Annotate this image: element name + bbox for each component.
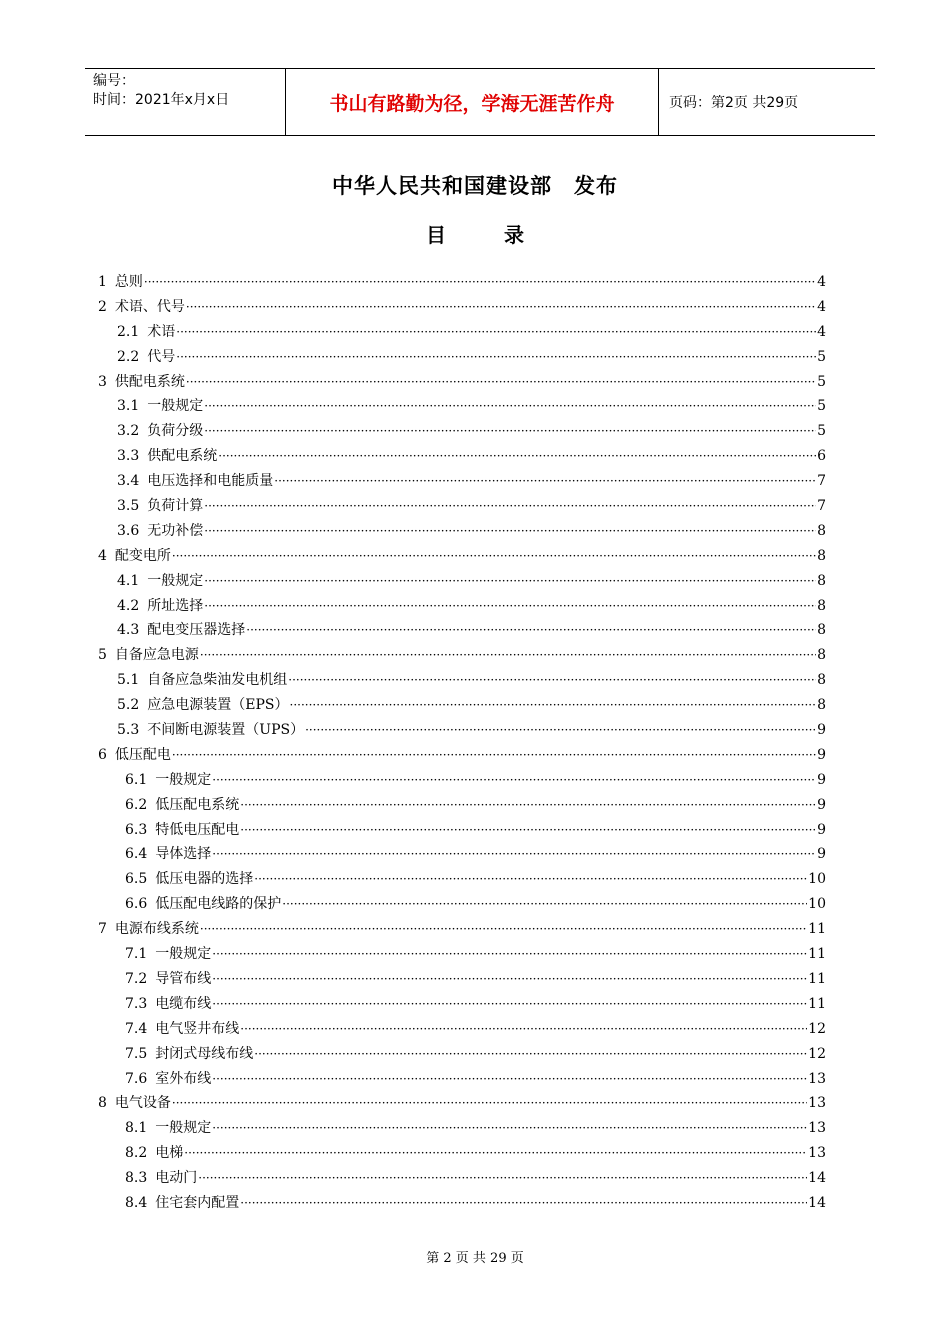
toc-entry[interactable]: [98, 570, 826, 595]
toc-entry-page: 10: [808, 871, 826, 888]
toc-entry-number: 4.2: [117, 597, 140, 614]
toc-leader-dots: [172, 748, 816, 762]
toc-entry[interactable]: [98, 371, 826, 396]
toc-entry-page: 11: [808, 970, 826, 987]
toc-entry-page: 8: [817, 647, 826, 664]
toc-entry-title: 配变电所: [114, 547, 171, 564]
toc-entry[interactable]: [98, 644, 826, 669]
toc-entry-number: 7.3: [125, 995, 148, 1012]
toc-entry-title: 导管布线: [155, 970, 212, 987]
toc-entry-page: 12: [808, 1045, 826, 1062]
toc-entry-number: 5.2: [117, 697, 140, 714]
toc-entry-page: 13: [808, 1070, 826, 1087]
toc-entry[interactable]: [98, 271, 826, 296]
toc-entry[interactable]: [98, 470, 826, 495]
toc-entry[interactable]: [98, 495, 826, 520]
toc-entry-title: 总则: [114, 274, 143, 290]
toc-entry[interactable]: [98, 619, 826, 644]
toc-entry[interactable]: [98, 819, 826, 844]
toc-entry-title: 特低电压配电: [155, 821, 240, 838]
toc-entry[interactable]: [98, 520, 826, 545]
toc-entry[interactable]: [98, 1092, 826, 1117]
toc-leader-dots: [240, 1022, 807, 1036]
toc-entry-number: 6.2: [125, 796, 148, 813]
toc-entry-title: 低压配电系统: [155, 796, 240, 813]
toc-entry-number: 7: [98, 921, 107, 938]
toc-entry-title: 低压配电线路的保护: [155, 896, 282, 913]
toc-leader-dots: [282, 897, 807, 911]
toc-entry-number: 5.3: [117, 722, 140, 739]
toc-leader-dots: [186, 300, 816, 314]
toc-entry-page: 9: [817, 846, 826, 863]
toc-leader-dots: [144, 275, 816, 289]
toc-entry-title: 住宅套内配置: [155, 1194, 240, 1211]
toc-entry[interactable]: [98, 1167, 826, 1192]
toc-entry-title: 负荷分级: [147, 423, 204, 440]
toc-leader-dots: [212, 947, 807, 961]
toc-entry-number: 6: [98, 746, 107, 763]
toc-leader-dots: [240, 823, 816, 837]
toc-leader-dots: [172, 1096, 807, 1110]
toc-entry-title: 一般规定: [147, 572, 204, 589]
toc-entry-number: 4: [98, 547, 107, 564]
toc-entry-title: 术语: [147, 323, 176, 340]
toc-entry-page: 4: [817, 323, 826, 340]
toc-entry-number: 3.3: [117, 448, 140, 465]
toc-entry-page: 13: [808, 1145, 826, 1162]
toc-leader-dots: [176, 325, 816, 339]
publisher-line: 中华人民共和国建设部 发布: [332, 174, 618, 198]
toc-entry-number: 3.2: [117, 423, 140, 440]
toc-heading: [0, 219, 950, 248]
toc-entry[interactable]: [98, 968, 826, 993]
toc-entry[interactable]: [98, 420, 826, 445]
toc-leader-dots: [212, 972, 807, 986]
toc-entry-number: 6.3: [125, 821, 148, 838]
toc-entry-title: 自备应急柴油发电机组: [147, 672, 288, 689]
toc-entry-page: 9: [817, 722, 826, 739]
toc-entry-page: 13: [808, 1120, 826, 1137]
toc-entry-page: 13: [808, 1095, 826, 1112]
toc-entry[interactable]: [98, 321, 826, 346]
toc-entry-page: 12: [808, 1020, 826, 1037]
toc-entry-number: 7.5: [125, 1045, 148, 1062]
toc-leader-dots: [186, 375, 816, 389]
toc-entry-number: 7.1: [125, 946, 148, 963]
toc-entry[interactable]: [98, 445, 826, 470]
toc-entry[interactable]: [98, 1192, 826, 1217]
toc-entry-title: 封闭式母线布线: [155, 1045, 254, 1062]
toc-entry-page: 4: [817, 274, 826, 290]
toc-entry-number: 8.2: [125, 1145, 148, 1162]
toc-entry[interactable]: [98, 769, 826, 794]
header-table: [85, 68, 875, 136]
page-footer: 第 2 页 共 29 页: [426, 1251, 524, 1266]
toc-entry-page: 6: [817, 448, 826, 465]
toc-entry-number: 4.3: [117, 622, 140, 639]
toc-entry-page: 8: [817, 622, 826, 639]
toc-entry-title: 电气设备: [114, 1095, 171, 1112]
toc-entry-page: 8: [817, 547, 826, 564]
toc-entry-title: 配电变压器选择: [147, 622, 246, 639]
toc-entry-title: 自备应急电源: [114, 647, 199, 664]
toc-entry-page: 5: [817, 398, 826, 415]
toc-leader-dots: [254, 1047, 807, 1061]
toc-entry-page: 11: [808, 995, 826, 1012]
toc-entry-title: 一般规定: [155, 946, 212, 963]
toc-leader-dots: [204, 424, 816, 438]
toc-entry-number: 6.5: [125, 871, 148, 888]
toc-leader-dots: [246, 623, 816, 637]
toc-leader-dots: [200, 648, 816, 662]
toc-entry-page: 11: [808, 921, 826, 938]
toc-entry-title: 一般规定: [155, 771, 212, 788]
toc-leader-dots: [204, 524, 816, 538]
toc-entry-title: 电动门: [155, 1170, 198, 1187]
toc-entry-page: 9: [817, 821, 826, 838]
toc-entry[interactable]: [98, 346, 826, 371]
table-of-contents: [98, 271, 826, 1217]
toc-entry[interactable]: [98, 1142, 826, 1167]
toc-entry-page: 8: [817, 672, 826, 689]
toc-entry[interactable]: [98, 943, 826, 968]
toc-entry[interactable]: [98, 868, 826, 893]
toc-entry-title: 一般规定: [147, 398, 204, 415]
toc-entry-number: 5.1: [117, 672, 140, 689]
toc-entry-title: 供配电系统: [147, 448, 218, 465]
toc-leader-dots: [240, 798, 816, 812]
toc-entry-number: 1: [98, 274, 107, 290]
toc-entry[interactable]: [98, 296, 826, 321]
serial-label: 编号：: [93, 73, 135, 89]
toc-leader-dots: [218, 449, 816, 463]
toc-leader-dots: [176, 350, 816, 364]
toc-entry[interactable]: [98, 993, 826, 1018]
toc-entry-page: 5: [817, 423, 826, 440]
toc-leader-dots: [204, 599, 816, 613]
toc-entry-page: 10: [808, 896, 826, 913]
toc-entry[interactable]: [98, 918, 826, 943]
toc-leader-dots: [212, 773, 816, 787]
toc-entry-title: 所址选择: [147, 597, 204, 614]
toc-entry-title: 一般规定: [155, 1120, 212, 1137]
toc-entry-title: 电源布线系统: [114, 921, 199, 938]
toc-entry-number: 3: [98, 373, 107, 390]
toc-entry[interactable]: [98, 669, 826, 694]
toc-entry-page: 14: [808, 1194, 826, 1211]
toc-entry-title: 导体选择: [155, 846, 212, 863]
toc-entry[interactable]: [98, 843, 826, 868]
toc-entry[interactable]: [98, 1117, 826, 1142]
toc-entry-title: 室外布线: [155, 1070, 212, 1087]
toc-entry-title: 负荷计算: [147, 498, 204, 515]
toc-entry-page: 8: [817, 572, 826, 589]
toc-leader-dots: [204, 499, 816, 513]
toc-entry-number: 6.4: [125, 846, 148, 863]
toc-entry-page: 5: [817, 373, 826, 390]
toc-entry[interactable]: [98, 595, 826, 620]
toc-entry[interactable]: [98, 545, 826, 570]
toc-entry-number: 5: [98, 647, 107, 664]
toc-entry[interactable]: [98, 1043, 826, 1068]
toc-entry-title: 电压选择和电能质量: [147, 473, 274, 490]
toc-entry-number: 3.6: [117, 522, 140, 539]
toc-entry-page: 8: [817, 522, 826, 539]
toc-entry-page: 8: [817, 697, 826, 714]
toc-leader-dots: [172, 549, 816, 563]
toc-entry-title: 低压电器的选择: [155, 871, 254, 888]
toc-entry-title: 应急电源装置（EPS）: [147, 697, 289, 714]
toc-entry-number: 6.6: [125, 896, 148, 913]
toc-leader-dots: [288, 673, 816, 687]
toc-entry-title: 代号: [147, 348, 176, 365]
header-motto: 书山有路勤为径，学海无涯苦作舟: [285, 69, 659, 135]
toc-entry-page: 9: [817, 771, 826, 788]
toc-entry-page: 8: [817, 597, 826, 614]
toc-entry-title: 无功补偿: [147, 522, 204, 539]
toc-heading-text: 目录: [426, 223, 582, 247]
toc-leader-dots: [254, 872, 807, 886]
toc-entry-page: 5: [817, 348, 826, 365]
toc-entry-number: 8.1: [125, 1120, 148, 1137]
toc-entry-title: 供配电系统: [114, 373, 185, 390]
toc-leader-dots: [212, 847, 816, 861]
toc-entry-title: 电缆布线: [155, 995, 212, 1012]
toc-entry-number: 7.6: [125, 1070, 148, 1087]
header-page-code: 页码：第2页 共29页: [669, 95, 799, 111]
toc-leader-dots: [290, 698, 817, 712]
toc-entry-number: 2.2: [117, 348, 140, 365]
toc-entry-number: 8.4: [125, 1194, 148, 1211]
toc-leader-dots: [204, 574, 816, 588]
toc-entry[interactable]: [98, 1018, 826, 1043]
toc-entry[interactable]: [98, 893, 826, 918]
toc-entry[interactable]: [98, 694, 826, 719]
toc-entry[interactable]: [98, 395, 826, 420]
toc-entry-page: 9: [817, 746, 826, 763]
toc-entry-number: 3.4: [117, 473, 140, 490]
toc-entry-number: 8: [98, 1095, 107, 1112]
toc-leader-dots: [274, 474, 816, 488]
toc-entry-number: 2: [98, 298, 107, 315]
toc-entry-page: 9: [817, 796, 826, 813]
toc-entry-number: 6.1: [125, 771, 148, 788]
toc-entry-page: 4: [817, 298, 826, 315]
toc-entry-number: 3.5: [117, 498, 140, 515]
toc-entry[interactable]: [98, 794, 826, 819]
toc-entry-page: 7: [817, 473, 826, 490]
toc-entry[interactable]: [98, 1068, 826, 1093]
toc-entry-number: 7.2: [125, 970, 148, 987]
toc-leader-dots: [240, 1196, 807, 1210]
toc-leader-dots: [204, 399, 816, 413]
toc-entry-page: 14: [808, 1170, 826, 1187]
toc-entry-number: 4.1: [117, 572, 140, 589]
toc-entry-title: 术语、代号: [114, 298, 185, 315]
time-label: 时间：2021年x月x日: [93, 92, 230, 108]
toc-entry-title: 不间断电源装置（UPS）: [147, 722, 305, 739]
toc-leader-dots: [212, 1072, 807, 1086]
toc-entry-number: 7.4: [125, 1020, 148, 1037]
header-meta: [85, 69, 285, 135]
toc-entry-number: 2.1: [117, 323, 140, 340]
toc-entry-title: 电梯: [155, 1145, 184, 1162]
toc-entry-number: 3.1: [117, 398, 140, 415]
toc-leader-dots: [212, 997, 807, 1011]
toc-entry-page: 11: [808, 946, 826, 963]
toc-entry[interactable]: [98, 744, 826, 769]
toc-leader-dots: [212, 1121, 807, 1135]
toc-entry-number: 8.3: [125, 1170, 148, 1187]
toc-leader-dots: [184, 1146, 807, 1160]
toc-leader-dots: [200, 922, 807, 936]
toc-leader-dots: [305, 723, 816, 737]
toc-entry-title: 低压配电: [114, 746, 171, 763]
toc-entry[interactable]: [98, 719, 826, 744]
toc-entry-title: 电气竖井布线: [155, 1020, 240, 1037]
toc-entry-page: 7: [817, 498, 826, 515]
toc-leader-dots: [198, 1171, 807, 1185]
